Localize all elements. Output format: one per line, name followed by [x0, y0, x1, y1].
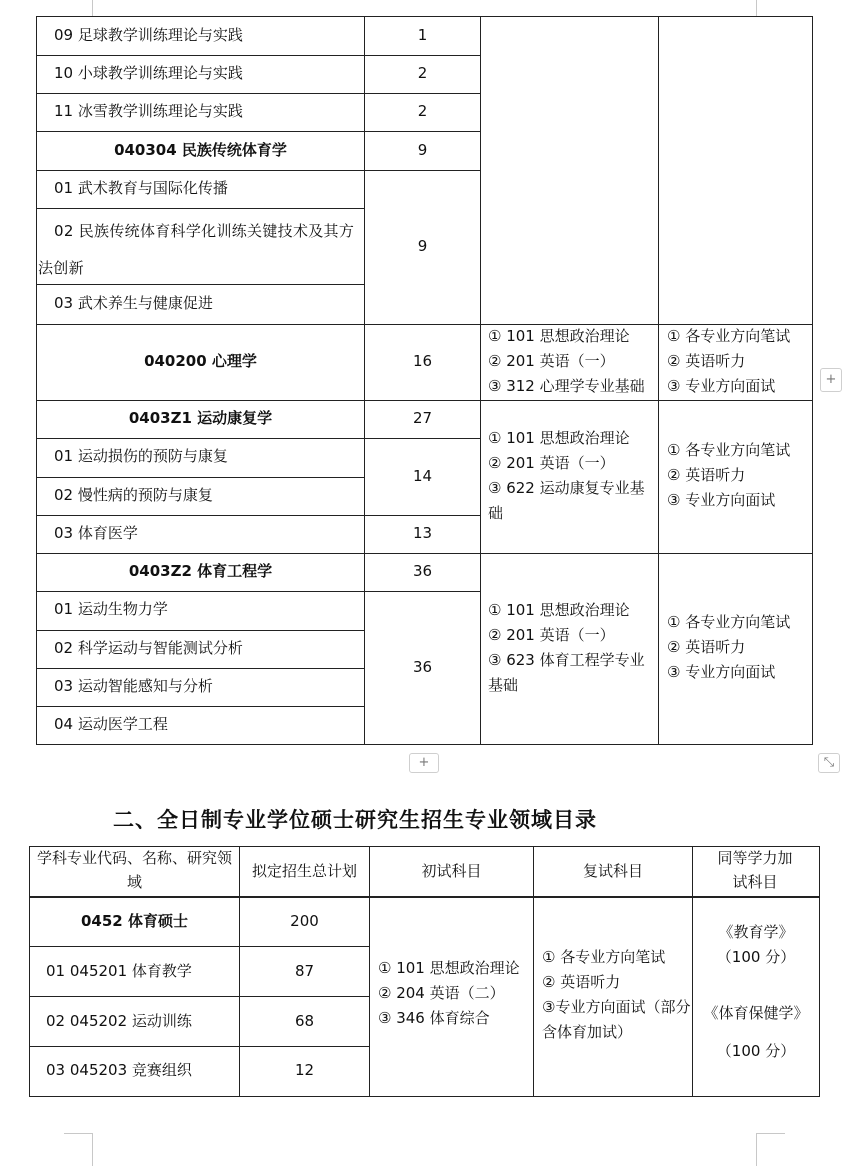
table-1-plan-cell: 36: [412, 658, 433, 676]
table-1-border: [36, 438, 481, 439]
table-1-retest-cell: ① 各专业方向笔试 ② 英语听力 ③ 专业方向面试: [667, 441, 791, 509]
table-1-border: [36, 16, 37, 745]
table-1-retest-cell: ① 各专业方向笔试 ② 英语听力 ③ 专业方向面试: [667, 327, 791, 395]
table-2-exam-cell: ① 101 思想政治理论 ② 204 英语（二） ③ 346 体育综合: [378, 959, 520, 1027]
add-row-button[interactable]: +: [409, 753, 439, 773]
table-1-border: [36, 55, 481, 56]
table-1-name-cell: 04 运动医学工程: [54, 715, 168, 733]
table-1-plan-cell: 36: [412, 562, 433, 580]
table-2-border: [29, 946, 370, 947]
table-1-plan-cell: 13: [412, 524, 433, 542]
table-1-name-cell: 10 小球教学训练理论与实践: [54, 64, 243, 82]
table-2-header-plan: 拟定招生总计划: [251, 862, 357, 880]
table-1-plan-cell: 1: [417, 26, 428, 44]
table-1-name-cell: 11 冰雪教学训练理论与实践: [54, 102, 243, 120]
table-1-border: [480, 16, 481, 745]
table-1-plan-cell: 14: [412, 467, 433, 485]
table-1-plan-cell: 2: [417, 64, 428, 82]
table-2-plan-cell: 68: [294, 1012, 315, 1030]
table-2-border: [29, 896, 820, 898]
table-2-name-cell: 03 045203 竞赛组织: [46, 1061, 192, 1079]
crop-mark: [92, 1133, 93, 1166]
table-1-discipline-cell: 0403Z1 运动康复学: [128, 409, 273, 427]
crop-mark: [756, 0, 757, 16]
table-1-border: [36, 706, 365, 707]
crop-mark: [64, 1133, 93, 1134]
table-2-header-retest: 复试科目: [582, 862, 643, 880]
table-1-plan-cell: 27: [412, 409, 433, 427]
table-2-plan-cell: 12: [294, 1061, 315, 1079]
table-1-name-cell: 01 运动生物力学: [54, 600, 168, 618]
table-2-plan-cell: 87: [294, 962, 315, 980]
table-1-name-cell: 02 科学运动与智能测试分析: [54, 639, 243, 657]
add-column-button[interactable]: +: [820, 368, 842, 392]
table-1-border: [36, 131, 481, 132]
table-1-border: [36, 553, 813, 554]
table-1-discipline-cell: 040304 民族传统体育学: [114, 141, 287, 159]
table-2-header-exam: 初试科目: [421, 862, 482, 880]
table-2-retest-cell: ① 各专业方向笔试 ② 英语听力 ③专业方向面试（部分含体育加试）: [542, 948, 691, 1041]
table-2-plan-cell: 200: [290, 912, 319, 930]
section-heading: 二、全日制专业学位硕士研究生招生专业领域目录: [113, 808, 597, 832]
table-1-exam-cell: ① 101 思想政治理论 ② 201 英语（一） ③ 312 心理学专业基础: [488, 327, 645, 395]
table-1-border: [812, 16, 813, 745]
table-1-exam-cell: ① 101 思想政治理论 ② 201 英语（一） ③ 622 运动康复专业基础: [488, 429, 645, 522]
table-1-name-cell: 02 慢性病的预防与康复: [54, 486, 213, 504]
crop-mark: [756, 1133, 785, 1134]
table-1-border: [364, 16, 365, 745]
crop-mark: [92, 0, 93, 16]
table-1-name-cell: 01 武术教育与国际化传播: [54, 179, 228, 197]
table-2-border: [29, 846, 30, 1097]
table-1-border: [36, 170, 481, 171]
table-1-plan-cell: 16: [412, 352, 433, 370]
table-2-name-cell: 02 045202 运动训练: [46, 1012, 192, 1030]
table-1-discipline-cell: 040200 心理学: [144, 352, 257, 370]
table-2-border: [29, 1046, 370, 1047]
table-1-plan-cell: 2: [417, 102, 428, 120]
crop-mark: [756, 1133, 757, 1166]
table-1-name-cell: 03 运动智能感知与分析: [54, 677, 213, 695]
table-1-border: [36, 477, 365, 478]
table-1-border: [36, 630, 365, 631]
table-1-name-cell: 03 武术养生与健康促进: [54, 294, 213, 312]
table-2-header-code: 学科专业代码、名称、研究领域: [36, 849, 232, 891]
table-2-border: [29, 996, 370, 997]
table-1-retest-cell: ① 各专业方向笔试 ② 英语听力 ③ 专业方向面试: [667, 613, 791, 681]
table-1-exam-cell: ① 101 思想政治理论 ② 201 英语（一） ③ 623 体育工程学专业基础: [488, 601, 645, 694]
table-1-border: [36, 668, 365, 669]
table-1-name-cell: 02 民族传统体育科学化训练关键技术及其方法创新: [38, 222, 355, 277]
table-1-border: [36, 591, 481, 592]
table-1-border: [36, 400, 813, 401]
table-2-name-cell: 01 045201 体育教学: [46, 962, 192, 980]
table-2-extra-cell: 《教育学》 （100 分） 《体育保健学》 （100 分）: [703, 923, 809, 1060]
table-2-header-extra: 同等学力加试科目: [717, 849, 793, 891]
table-1-border: [36, 744, 813, 745]
table-resize-handle[interactable]: ⤡: [818, 753, 840, 773]
table-1-name-cell: 01 运动损伤的预防与康复: [54, 447, 228, 465]
table-1-name-cell: 03 体育医学: [54, 524, 138, 542]
table-1-border: [36, 16, 813, 17]
table-2-border: [29, 1096, 820, 1097]
table-2-discipline-cell: 0452 体育硕士: [81, 912, 188, 930]
table-1-border: [658, 16, 659, 745]
table-1-border: [36, 515, 481, 516]
table-1-name-cell: 09 足球教学训练理论与实践: [54, 26, 243, 44]
table-1-discipline-cell: 0403Z2 体育工程学: [128, 562, 273, 580]
table-2-border: [819, 846, 820, 1097]
table-1-plan-cell: 9: [417, 237, 428, 255]
table-1-border: [36, 208, 365, 209]
table-1-border: [36, 93, 481, 94]
table-1-plan-cell: 9: [417, 141, 428, 159]
